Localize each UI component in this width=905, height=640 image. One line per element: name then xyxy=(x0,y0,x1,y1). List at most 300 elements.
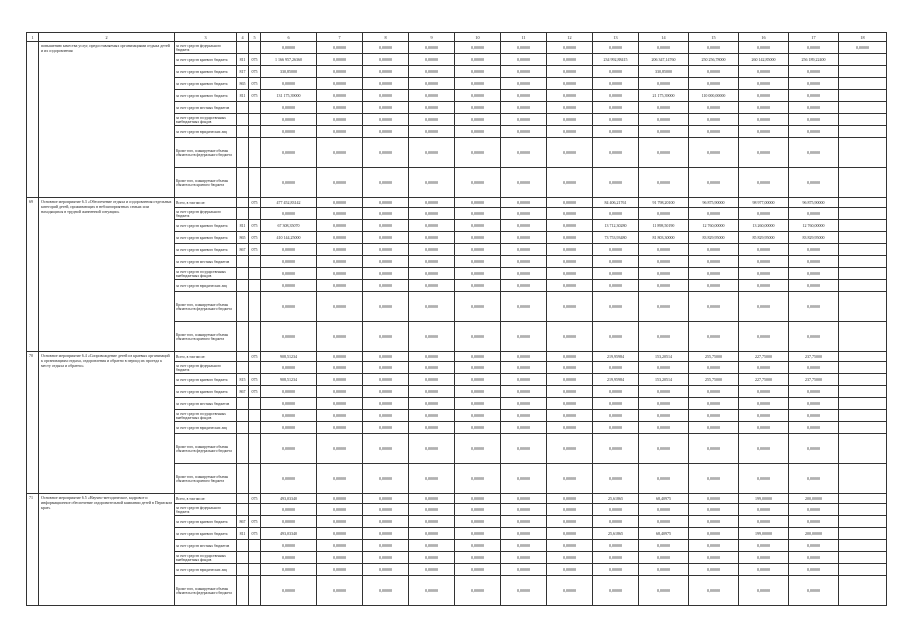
amount-cell: 0,00000 xyxy=(363,552,409,564)
funding-source: за счет средств государственных внебюджетных фондов xyxy=(175,114,237,126)
amount-cell: 0,00000 xyxy=(363,292,409,322)
program-code xyxy=(249,292,261,322)
amount-cell: 0,00000 xyxy=(593,256,639,268)
amount-cell: 0,00000 xyxy=(455,504,501,516)
amount-cell: 0,00000 xyxy=(363,504,409,516)
amount-cell: 21 175,39000 xyxy=(639,90,689,102)
amount-cell: 0,00000 xyxy=(739,114,789,126)
amount-cell: 0,00000 xyxy=(739,42,789,54)
amount-cell: 0,00000 xyxy=(739,564,789,576)
amount-cell: 0,00000 xyxy=(501,280,547,292)
amount-cell: 0,00000 xyxy=(689,422,739,434)
funding-source: за счет средств краевого бюджета xyxy=(175,220,237,232)
funding-source: Кроме того, планируемые объемы обязательств краевого бюджета xyxy=(175,464,237,494)
amount-cell: 0,00000 xyxy=(455,322,501,352)
admin-code xyxy=(237,198,249,208)
amount-cell: 0,00000 xyxy=(409,90,455,102)
amount-cell: 0,00000 xyxy=(317,208,363,220)
amount-cell: 0,00000 xyxy=(501,422,547,434)
amount-cell: 0,00000 xyxy=(593,244,639,256)
amount-cell: 0,00000 xyxy=(547,256,593,268)
funding-source: за счет средств местных бюджетов xyxy=(175,256,237,268)
amount-cell: 0,00000 xyxy=(317,102,363,114)
amount-cell: 0,00000 xyxy=(317,280,363,292)
amount-cell: 237,75000 xyxy=(789,352,839,362)
amount-cell: 0,00000 xyxy=(455,434,501,464)
amount-cell: 0,00000 xyxy=(501,540,547,552)
amount-cell: 0,00000 xyxy=(789,126,839,138)
amount-cell xyxy=(839,280,887,292)
admin-code xyxy=(237,576,249,606)
amount-cell: 0,00000 xyxy=(739,322,789,352)
program-code: 075 xyxy=(249,198,261,208)
amount-cell: 0,00000 xyxy=(547,362,593,374)
amount-cell xyxy=(839,114,887,126)
amount-cell: 0,00000 xyxy=(363,386,409,398)
amount-cell: 0,00000 xyxy=(363,494,409,504)
amount-cell: 0,00000 xyxy=(455,126,501,138)
amount-cell: 0,00000 xyxy=(547,398,593,410)
amount-cell: 0,00000 xyxy=(789,90,839,102)
amount-cell: 0,00000 xyxy=(363,516,409,528)
amount-cell: 0,00000 xyxy=(363,42,409,54)
amount-cell: 0,00000 xyxy=(363,322,409,352)
amount-cell: 0,00000 xyxy=(547,42,593,54)
amount-cell: 0,00000 xyxy=(317,464,363,494)
amount-cell: 0,00000 xyxy=(739,540,789,552)
amount-cell: 0,00000 xyxy=(317,564,363,576)
amount-cell: 0,00000 xyxy=(639,434,689,464)
amount-cell: 0,00000 xyxy=(689,410,739,422)
row-number: 70 xyxy=(27,352,39,494)
amount-cell: 0,00000 xyxy=(455,516,501,528)
amount-cell: 0,00000 xyxy=(363,78,409,90)
amount-cell: 0,00000 xyxy=(409,422,455,434)
amount-cell: 0,00000 xyxy=(789,322,839,352)
amount-cell: 0,00000 xyxy=(317,516,363,528)
program-code xyxy=(249,564,261,576)
amount-cell: 0,00000 xyxy=(261,126,317,138)
amount-cell: 0,00000 xyxy=(547,198,593,208)
amount-cell: 250 256,78000 xyxy=(689,54,739,66)
amount-cell: 83 829,95000 xyxy=(689,232,739,244)
funding-source: за счет средств федерального бюджета xyxy=(175,42,237,54)
amount-cell: 0,00000 xyxy=(639,208,689,220)
amount-cell xyxy=(839,552,887,564)
funding-source: за счет средств федерального бюджета xyxy=(175,208,237,220)
amount-cell: 0,00000 xyxy=(639,464,689,494)
amount-cell: 0,00000 xyxy=(409,292,455,322)
amount-cell: 0,00000 xyxy=(261,434,317,464)
amount-cell: 0,00000 xyxy=(501,42,547,54)
amount-cell: 0,00000 xyxy=(739,280,789,292)
amount-cell: 0,00000 xyxy=(789,576,839,606)
amount-cell: 0,00000 xyxy=(689,516,739,528)
amount-cell: 0,00000 xyxy=(593,516,639,528)
program-code xyxy=(249,504,261,516)
amount-cell: 0,00000 xyxy=(547,292,593,322)
amount-cell: 0,00000 xyxy=(547,220,593,232)
amount-cell: 0,00000 xyxy=(739,244,789,256)
amount-cell xyxy=(839,422,887,434)
admin-code: 867 xyxy=(237,386,249,398)
program-code: 075 xyxy=(249,66,261,78)
amount-cell: 0,00000 xyxy=(409,540,455,552)
amount-cell: 0,00000 xyxy=(261,464,317,494)
amount-cell: 0,00000 xyxy=(689,386,739,398)
admin-code xyxy=(237,126,249,138)
amount-cell: 0,00000 xyxy=(409,434,455,464)
amount-cell: 0,00000 xyxy=(261,138,317,168)
amount-cell: 0,00000 xyxy=(409,66,455,78)
amount-cell: 0,00000 xyxy=(501,66,547,78)
amount-cell: 0,00000 xyxy=(689,114,739,126)
amount-cell: 0,00000 xyxy=(789,386,839,398)
amount-cell: 0,00000 xyxy=(363,232,409,244)
amount-cell: 0,00000 xyxy=(739,208,789,220)
amount-cell: 0,00000 xyxy=(689,398,739,410)
amount-cell: 0,00000 xyxy=(317,78,363,90)
amount-cell: 0,00000 xyxy=(409,374,455,386)
amount-cell: 256 189,22400 xyxy=(789,54,839,66)
amount-cell: 0,00000 xyxy=(547,114,593,126)
table-row xyxy=(27,352,887,362)
amount-cell: 0,00000 xyxy=(261,516,317,528)
amount-cell: 0,00000 xyxy=(317,292,363,322)
amount-cell: 0,00000 xyxy=(409,244,455,256)
amount-cell: 0,00000 xyxy=(363,198,409,208)
amount-cell: 0,00000 xyxy=(789,256,839,268)
column-number-18: 18 xyxy=(839,33,887,42)
amount-cell: 0,00000 xyxy=(547,464,593,494)
funding-source: за счет средств местных бюджетов xyxy=(175,398,237,410)
table-row xyxy=(27,42,887,54)
amount-cell: 0,00000 xyxy=(593,540,639,552)
program-code: 075 xyxy=(249,90,261,102)
funding-source: Кроме того, планируемые объемы обязательств краевого бюджета xyxy=(175,322,237,352)
amount-cell: 0,00000 xyxy=(501,576,547,606)
amount-cell xyxy=(839,66,887,78)
amount-cell: 0,00000 xyxy=(593,268,639,280)
amount-cell: 0,00000 xyxy=(789,168,839,198)
amount-cell: 219,95984 xyxy=(593,374,639,386)
amount-cell: 0,00000 xyxy=(363,280,409,292)
amount-cell: 0,00000 xyxy=(455,220,501,232)
amount-cell: 0,00000 xyxy=(639,114,689,126)
amount-cell: 0,00000 xyxy=(739,256,789,268)
amount-cell: 13 260,00000 xyxy=(739,220,789,232)
amount-cell: 0,00000 xyxy=(363,464,409,494)
column-number-11: 11 xyxy=(501,33,547,42)
amount-cell: 0,00000 xyxy=(547,232,593,244)
amount-cell: 25,61865 xyxy=(593,494,639,504)
amount-cell: 0,00000 xyxy=(261,552,317,564)
amount-cell: 0,00000 xyxy=(789,280,839,292)
program-code: 075 xyxy=(249,494,261,504)
amount-cell: 0,00000 xyxy=(789,268,839,280)
amount-cell: 0,00000 xyxy=(547,90,593,102)
amount-cell: 0,00000 xyxy=(455,540,501,552)
amount-cell: 0,00000 xyxy=(789,564,839,576)
amount-cell xyxy=(839,268,887,280)
amount-cell: 0,00000 xyxy=(789,42,839,54)
admin-code: 865 xyxy=(237,78,249,90)
amount-cell: 0,00000 xyxy=(689,78,739,90)
amount-cell: 0,00000 xyxy=(739,386,789,398)
amount-cell: 0,00000 xyxy=(455,494,501,504)
admin-code: 811 xyxy=(237,220,249,232)
amount-cell: 0,00000 xyxy=(547,564,593,576)
program-code: 075 xyxy=(249,232,261,244)
amount-cell: 0,00000 xyxy=(455,90,501,102)
amount-cell: 0,00000 xyxy=(789,78,839,90)
amount-cell: 0,00000 xyxy=(455,528,501,540)
amount-cell xyxy=(839,244,887,256)
amount-cell: 0,00000 xyxy=(363,398,409,410)
amount-cell: 0,00000 xyxy=(689,322,739,352)
amount-cell: 0,00000 xyxy=(547,504,593,516)
admin-code xyxy=(237,410,249,422)
amount-cell: 0,00000 xyxy=(547,540,593,552)
amount-cell: 0,00000 xyxy=(547,576,593,606)
amount-cell: 0,00000 xyxy=(739,398,789,410)
amount-cell: 0,00000 xyxy=(547,208,593,220)
amount-cell: 0,00000 xyxy=(501,102,547,114)
admin-code: 811 xyxy=(237,54,249,66)
amount-cell: 0,00000 xyxy=(455,244,501,256)
amount-cell: 0,00000 xyxy=(547,528,593,540)
column-number-12: 12 xyxy=(547,33,593,42)
amount-cell: 0,00000 xyxy=(501,90,547,102)
amount-cell: 0,00000 xyxy=(593,552,639,564)
funding-source: за счет средств местных бюджетов xyxy=(175,102,237,114)
amount-cell: 0,00000 xyxy=(639,386,689,398)
admin-code: 867 xyxy=(237,516,249,528)
amount-cell: 0,00000 xyxy=(739,576,789,606)
amount-cell xyxy=(839,256,887,268)
amount-cell: 0,00000 xyxy=(455,410,501,422)
amount-cell: 234 992,88415 xyxy=(593,54,639,66)
amount-cell: 0,00000 xyxy=(317,410,363,422)
amount-cell: 0,00000 xyxy=(789,398,839,410)
amount-cell: 219,95984 xyxy=(593,352,639,362)
amount-cell: 0,00000 xyxy=(593,114,639,126)
amount-cell: 0,00000 xyxy=(593,422,639,434)
amount-cell: 0,00000 xyxy=(261,322,317,352)
amount-cell xyxy=(839,504,887,516)
amount-cell: 0,00000 xyxy=(455,362,501,374)
amount-cell: 0,00000 xyxy=(455,386,501,398)
amount-cell: 0,00000 xyxy=(789,102,839,114)
amount-cell: 0,00000 xyxy=(317,114,363,126)
amount-cell: 67 308,35070 xyxy=(261,220,317,232)
amount-cell: 0,00000 xyxy=(593,280,639,292)
amount-cell: 0,00000 xyxy=(689,168,739,198)
amount-cell: 0,00000 xyxy=(409,280,455,292)
amount-cell: 0,00000 xyxy=(455,564,501,576)
column-number-13: 13 xyxy=(593,33,639,42)
amount-cell: 11 898,50190 xyxy=(639,220,689,232)
amount-cell: 0,00000 xyxy=(689,102,739,114)
amount-cell: 0,00000 xyxy=(317,198,363,208)
amount-cell: 0,00000 xyxy=(739,516,789,528)
amount-cell: 0,00000 xyxy=(501,292,547,322)
amount-cell: 0,00000 xyxy=(789,552,839,564)
amount-cell: 0,00000 xyxy=(739,90,789,102)
column-number-4: 4 xyxy=(237,33,249,42)
column-number-3: 3 xyxy=(175,33,237,42)
amount-cell: 0,00000 xyxy=(409,78,455,90)
amount-cell: 0,00000 xyxy=(409,126,455,138)
amount-cell: 0,00000 xyxy=(547,102,593,114)
amount-cell: 0,00000 xyxy=(409,102,455,114)
funding-source: за счет средств краевого бюджета xyxy=(175,244,237,256)
amount-cell: 0,00000 xyxy=(689,564,739,576)
amount-cell: 0,00000 xyxy=(501,78,547,90)
amount-cell: 0,00000 xyxy=(501,126,547,138)
amount-cell: 0,00000 xyxy=(409,268,455,280)
program-code xyxy=(249,362,261,374)
funding-source: Кроме того, планируемые объемы обязательств федерального бюджета xyxy=(175,292,237,322)
amount-cell: 0,00000 xyxy=(501,322,547,352)
amount-cell: 0,00000 xyxy=(317,90,363,102)
amount-cell: 0,00000 xyxy=(593,168,639,198)
funding-source: за счет средств краевого бюджета xyxy=(175,66,237,78)
amount-cell: 0,00000 xyxy=(639,516,689,528)
program-code xyxy=(249,398,261,410)
amount-cell: 0,00000 xyxy=(689,244,739,256)
amount-cell: 0,00000 xyxy=(455,232,501,244)
amount-cell: 0,00000 xyxy=(261,504,317,516)
amount-cell xyxy=(839,528,887,540)
funding-source: Кроме того, планируемые объемы обязательств федерального бюджета xyxy=(175,576,237,606)
amount-cell: 98 977,00000 xyxy=(739,198,789,208)
amount-cell: 25,61865 xyxy=(593,528,639,540)
amount-cell: 0,00000 xyxy=(409,386,455,398)
program-code: 075 xyxy=(249,54,261,66)
amount-cell: 0,00000 xyxy=(455,268,501,280)
amount-cell: 0,00000 xyxy=(455,78,501,90)
amount-cell: 0,00000 xyxy=(639,410,689,422)
program-code: 075 xyxy=(249,374,261,386)
amount-cell: 0,00000 xyxy=(689,292,739,322)
amount-cell: 0,00000 xyxy=(547,138,593,168)
amount-cell: 206 347,14760 xyxy=(639,54,689,66)
amount-cell: 0,00000 xyxy=(689,268,739,280)
program-code xyxy=(249,42,261,54)
row-number: 69 xyxy=(27,198,39,352)
amount-cell: 0,00000 xyxy=(409,362,455,374)
amount-cell: 0,00000 xyxy=(547,434,593,464)
column-number-9: 9 xyxy=(409,33,455,42)
program-code xyxy=(249,552,261,564)
amount-cell: 0,00000 xyxy=(639,292,689,322)
amount-cell: 0,00000 xyxy=(839,42,887,54)
amount-cell: 96 875,90000 xyxy=(689,198,739,208)
amount-cell xyxy=(839,564,887,576)
amount-cell: 0,00000 xyxy=(593,434,639,464)
funding-source: Всего, в том числе: xyxy=(175,198,237,208)
amount-cell: 0,00000 xyxy=(317,232,363,244)
program-code xyxy=(249,280,261,292)
program-code: 075 xyxy=(249,528,261,540)
amount-cell: 0,00000 xyxy=(409,232,455,244)
admin-code: 865 xyxy=(237,232,249,244)
amount-cell: 0,00000 xyxy=(317,552,363,564)
amount-cell: 0,00000 xyxy=(547,352,593,362)
amount-cell: 0,00000 xyxy=(317,268,363,280)
activity-name: повышению качества услуг, предоставляемых организациями отдыха детей и их оздоровления xyxy=(39,42,175,198)
amount-cell: 0,00000 xyxy=(593,102,639,114)
amount-cell: 110 000,00000 xyxy=(689,90,739,102)
amount-cell: 0,00000 xyxy=(501,138,547,168)
amount-cell: 0,00000 xyxy=(639,126,689,138)
amount-cell: 0,00000 xyxy=(593,66,639,78)
amount-cell: 0,00000 xyxy=(547,126,593,138)
amount-cell: 0,00000 xyxy=(593,410,639,422)
column-number-6: 6 xyxy=(261,33,317,42)
amount-cell: 0,00000 xyxy=(455,292,501,322)
amount-cell: 0,00000 xyxy=(739,138,789,168)
amount-cell: 0,00000 xyxy=(501,220,547,232)
amount-cell: 0,00000 xyxy=(261,42,317,54)
amount-cell: 0,00000 xyxy=(261,256,317,268)
admin-code xyxy=(237,362,249,374)
amount-cell: 0,00000 xyxy=(455,208,501,220)
amount-cell xyxy=(839,398,887,410)
amount-cell: 0,00000 xyxy=(547,78,593,90)
admin-code xyxy=(237,564,249,576)
program-code xyxy=(249,168,261,198)
amount-cell: 0,00000 xyxy=(547,322,593,352)
amount-cell: 0,00000 xyxy=(261,362,317,374)
admin-code xyxy=(237,168,249,198)
amount-cell: 0,00000 xyxy=(689,576,739,606)
amount-cell: 0,00000 xyxy=(789,540,839,552)
amount-cell: 0,00000 xyxy=(501,352,547,362)
column-number-10: 10 xyxy=(455,33,501,42)
amount-cell xyxy=(839,168,887,198)
amount-cell: 0,00000 xyxy=(409,410,455,422)
amount-cell: 0,00000 xyxy=(363,540,409,552)
amount-cell: 0,00000 xyxy=(689,362,739,374)
funding-source: за счет средств краевого бюджета xyxy=(175,90,237,102)
funding-source: за счет средств федерального бюджета xyxy=(175,504,237,516)
amount-cell: 0,00000 xyxy=(789,516,839,528)
funding-source: за счет средств юридических лиц xyxy=(175,422,237,434)
admin-code xyxy=(237,540,249,552)
amount-cell: 0,00000 xyxy=(317,494,363,504)
amount-cell: 0,00000 xyxy=(363,528,409,540)
amount-cell: 0,00000 xyxy=(639,504,689,516)
amount-cell: 0,00000 xyxy=(789,422,839,434)
amount-cell xyxy=(839,138,887,168)
amount-cell: 0,00000 xyxy=(261,422,317,434)
amount-cell: 0,00000 xyxy=(739,126,789,138)
amount-cell: 493,03340 xyxy=(261,528,317,540)
admin-code xyxy=(237,114,249,126)
amount-cell: 0,00000 xyxy=(547,268,593,280)
amount-cell: 0,00000 xyxy=(317,362,363,374)
amount-cell xyxy=(839,220,887,232)
amount-cell: 410 144,25000 xyxy=(261,232,317,244)
amount-cell: 0,00000 xyxy=(593,362,639,374)
program-code: 075 xyxy=(249,386,261,398)
amount-cell: 0,00000 xyxy=(261,168,317,198)
amount-cell xyxy=(839,232,887,244)
amount-cell: 0,00000 xyxy=(363,410,409,422)
amount-cell: 0,00000 xyxy=(363,256,409,268)
